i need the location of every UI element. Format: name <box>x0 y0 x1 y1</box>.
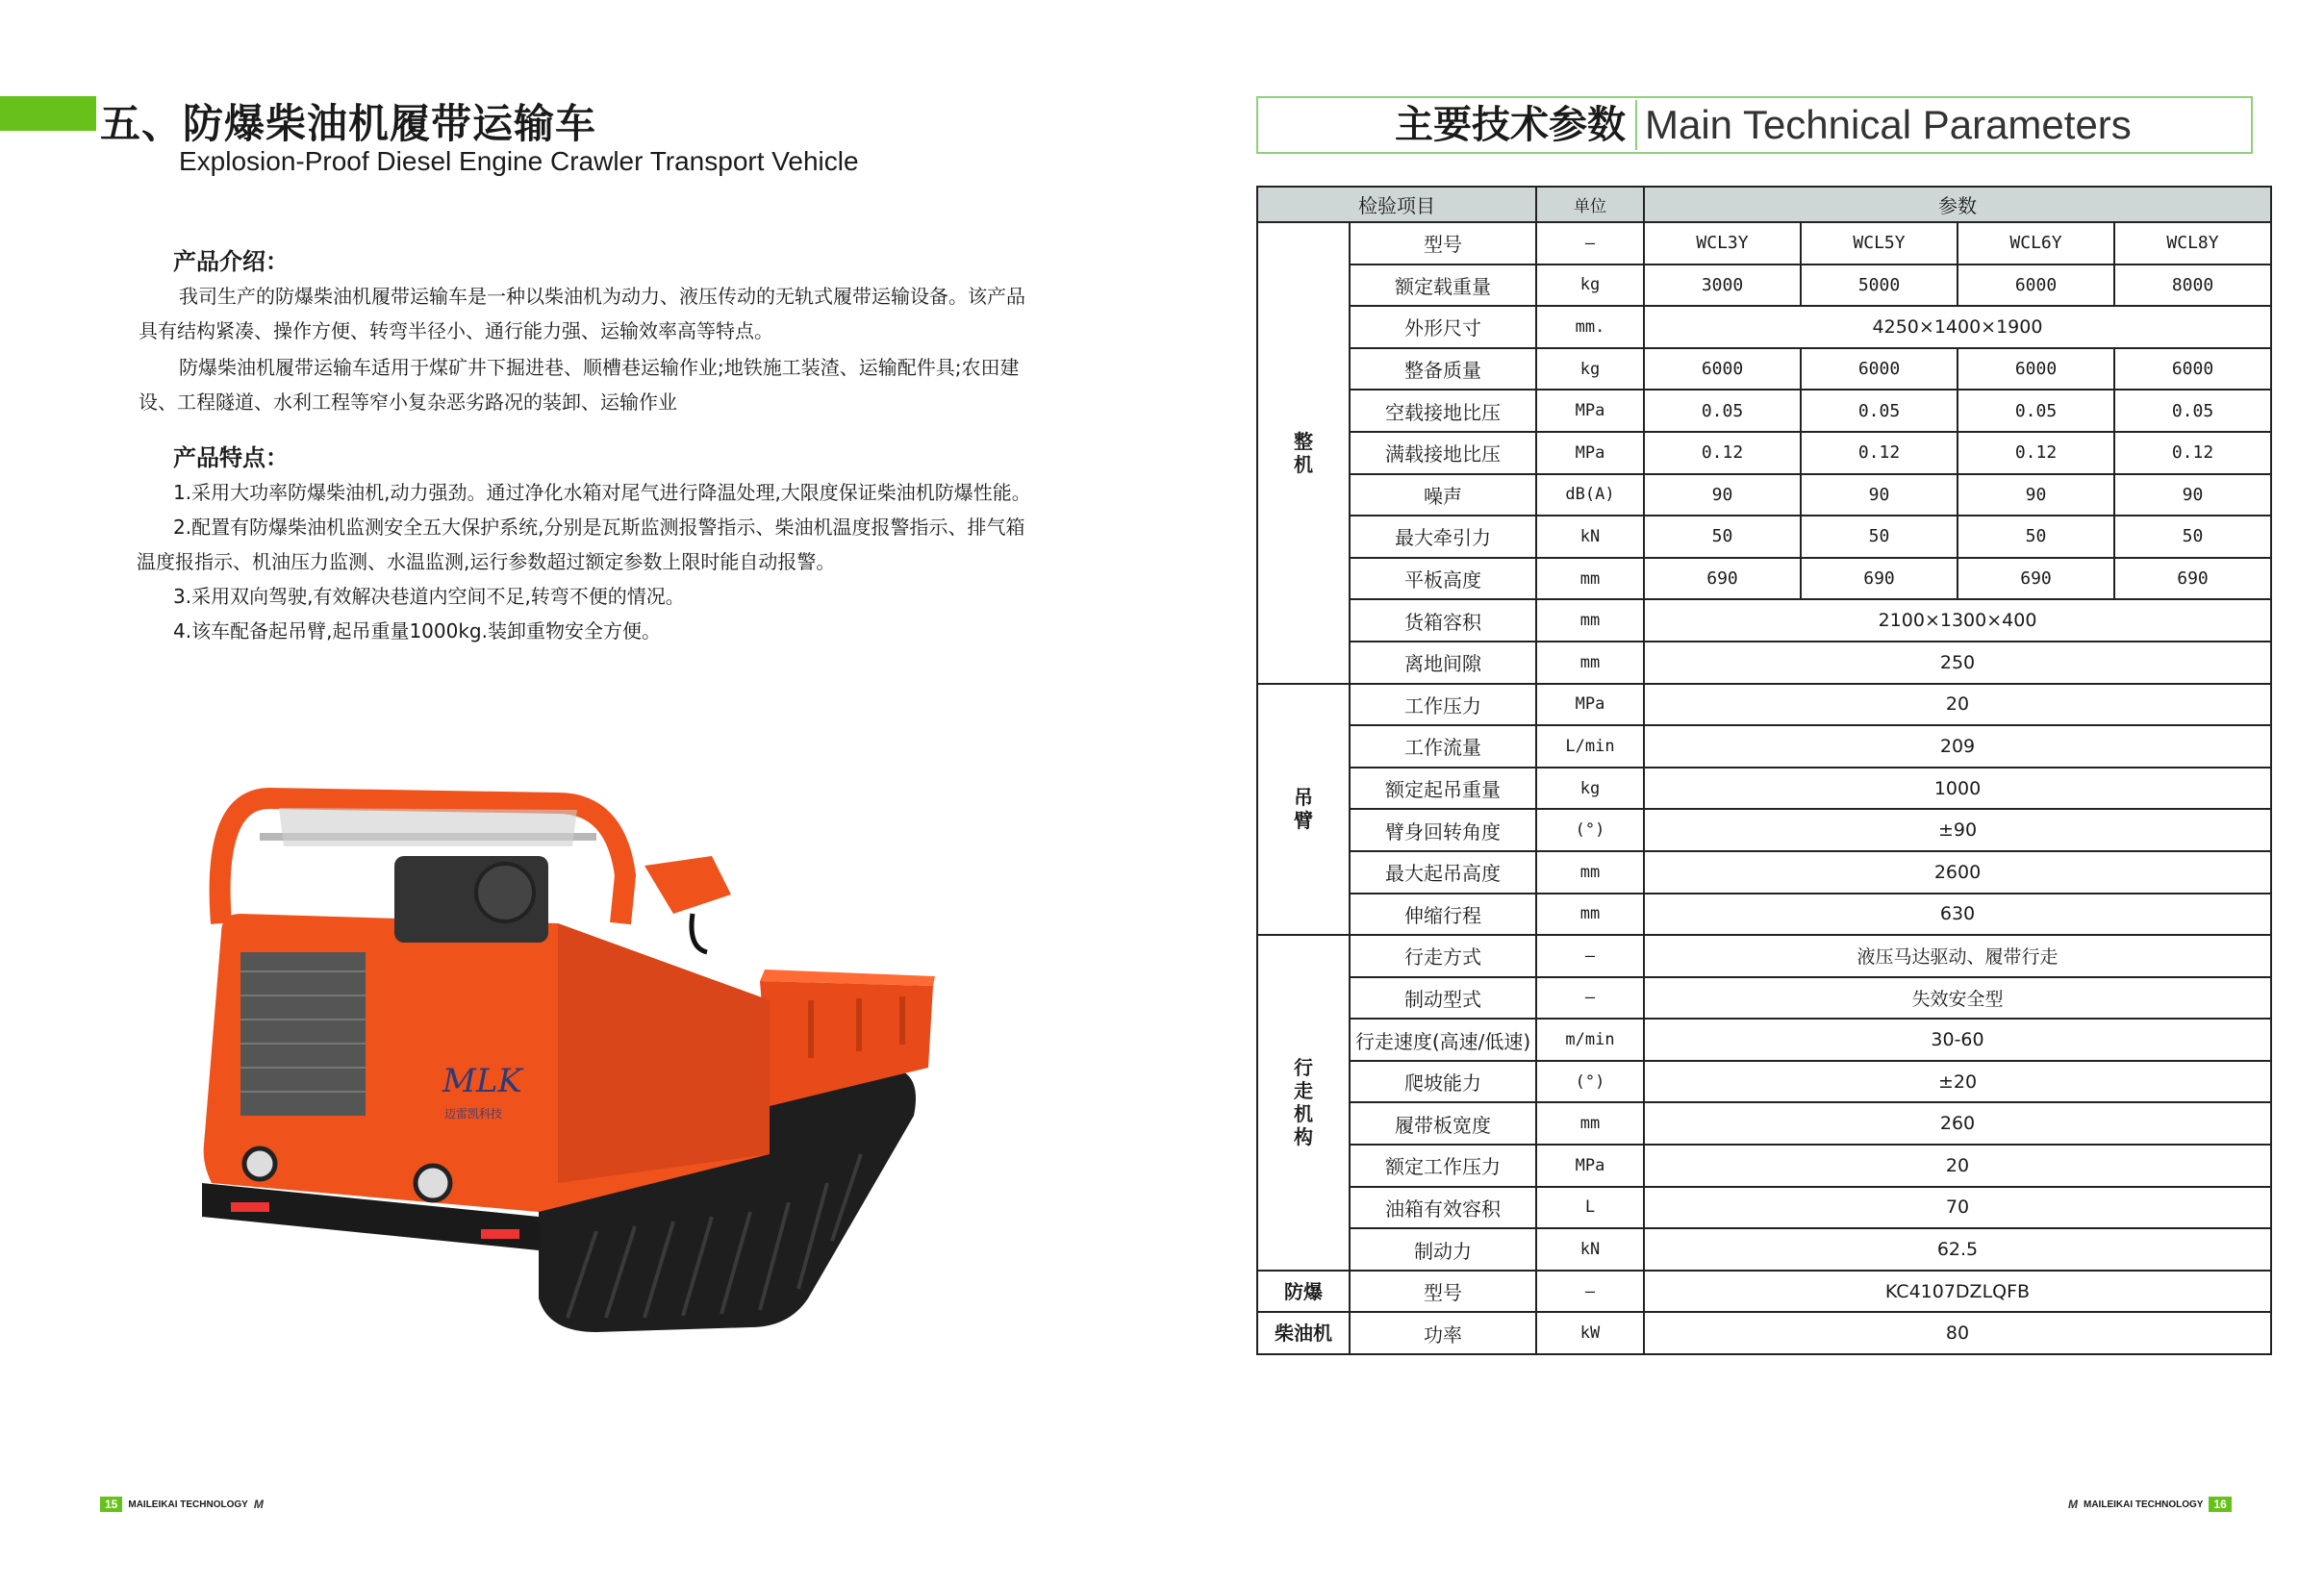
row-value: 5000 <box>1801 264 1958 307</box>
row-item: 伸缩行程 <box>1350 894 1536 936</box>
row-value: 6000 <box>1958 348 2114 390</box>
row-value: 80 <box>1644 1312 2271 1354</box>
row-item: 行走速度(高速/低速) <box>1350 1019 1536 1061</box>
row-value: 0.05 <box>1958 390 2114 432</box>
row-unit: MPa <box>1536 1145 1644 1187</box>
table-row <box>1257 516 2271 558</box>
table-row <box>1257 977 2271 1020</box>
table-row <box>1257 1312 2271 1354</box>
feature-item-4: 4.该车配备起吊臂,起吊重量1000kg.装卸重物安全方便。 <box>173 619 661 642</box>
row-value: WCL3Y <box>1644 222 1801 264</box>
row-item: 平板高度 <box>1350 558 1536 600</box>
row-unit: kW <box>1536 1312 1644 1354</box>
brand-logo-icon: M <box>2068 1498 2078 1511</box>
row-unit: kg <box>1536 348 1644 390</box>
table-row <box>1257 894 2271 936</box>
row-value: 0.12 <box>1644 432 1801 474</box>
row-unit: kN <box>1536 516 1644 558</box>
intro-paragraph-1-cont: 具有结构紧凑、操作方便、转弯半径小、通行能力强、运输效率高等特点。 <box>139 319 773 342</box>
table-header-row <box>1257 187 2271 222</box>
page-number: 16 <box>2209 1497 2231 1512</box>
row-unit: — <box>1536 1271 1644 1313</box>
group-label: 整机 <box>1257 222 1350 684</box>
row-unit: MPa <box>1536 390 1644 432</box>
row-unit: L/min <box>1536 725 1644 768</box>
row-value: 690 <box>2114 558 2271 600</box>
row-value: ±20 <box>1644 1061 2271 1103</box>
row-value: WCL8Y <box>2114 222 2271 264</box>
row-item: 满载接地比压 <box>1350 432 1536 474</box>
table-row <box>1257 1102 2271 1145</box>
row-value: 50 <box>1644 516 1801 558</box>
table-row <box>1257 599 2271 642</box>
row-unit: mm <box>1536 642 1644 684</box>
table-row <box>1257 1187 2271 1229</box>
row-value: 20 <box>1644 684 2271 726</box>
row-item: 制动力 <box>1350 1228 1536 1271</box>
row-value: 0.12 <box>1801 432 1958 474</box>
row-value: 0.12 <box>2114 432 2271 474</box>
row-unit: mm <box>1536 1102 1644 1145</box>
row-item: 型号 <box>1350 222 1536 264</box>
row-item: 最大牵引力 <box>1350 516 1536 558</box>
params-heading-divider <box>1635 100 1637 150</box>
row-item: 臂身回转角度 <box>1350 809 1536 851</box>
row-value: KC4107DZLQFB <box>1644 1271 2271 1313</box>
footer-right <box>2068 1497 2232 1512</box>
spec-table <box>1256 186 2272 1355</box>
row-value: 30-60 <box>1644 1019 2271 1061</box>
row-value: 62.5 <box>1644 1228 2271 1271</box>
row-unit: MPa <box>1536 432 1644 474</box>
row-value: 2100×1300×400 <box>1644 599 2271 642</box>
row-value: 90 <box>1644 474 1801 516</box>
row-value: WCL6Y <box>1958 222 2114 264</box>
table-row <box>1257 474 2271 516</box>
row-item: 外形尺寸 <box>1350 306 1536 348</box>
engine-group-label: 柴油机 <box>1257 1312 1350 1354</box>
table-row <box>1257 1019 2271 1061</box>
group-label: 行走机构 <box>1257 935 1350 1271</box>
row-value: 690 <box>1958 558 2114 600</box>
table-row <box>1257 809 2271 851</box>
vehicle-logo-mark: MLK <box>442 1062 522 1100</box>
row-item: 工作压力 <box>1350 684 1536 726</box>
row-unit: L <box>1536 1187 1644 1229</box>
header-params: 参数 <box>1644 187 2271 222</box>
table-row <box>1257 1145 2271 1187</box>
row-item: 空载接地比压 <box>1350 390 1536 432</box>
row-item: 油箱有效容积 <box>1350 1187 1536 1229</box>
page-subtitle: Explosion-Proof Diesel Engine Crawler Transport Vehicle <box>179 146 859 176</box>
row-value: 209 <box>1644 725 2271 768</box>
row-value: 260 <box>1644 1102 2271 1145</box>
row-unit: mm <box>1536 558 1644 600</box>
table-row <box>1257 935 2271 977</box>
row-unit: (°) <box>1536 809 1644 851</box>
row-value: 90 <box>1958 474 2114 516</box>
row-item: 离地间隙 <box>1350 642 1536 684</box>
row-value: 690 <box>1644 558 1801 600</box>
header-unit: 单位 <box>1536 187 1644 222</box>
row-value: 失效安全型 <box>1644 977 2271 1020</box>
row-unit: mm <box>1536 851 1644 894</box>
feature-item-1: 1.采用大功率防爆柴油机,动力强劲。通过净化水箱对尾气进行降温处理,大限度保证柴油机防爆性能。 <box>173 481 1031 504</box>
engine-group-label: 防爆 <box>1257 1271 1350 1313</box>
row-value: 50 <box>1801 516 1958 558</box>
row-value: 50 <box>1958 516 2114 558</box>
row-item: 履带板宽度 <box>1350 1102 1536 1145</box>
row-item: 功率 <box>1350 1312 1536 1354</box>
brand-logo-icon: M <box>253 1498 264 1511</box>
features-heading: 产品特点： <box>173 444 289 471</box>
table-row <box>1257 306 2271 348</box>
row-item: 最大起吊高度 <box>1350 851 1536 894</box>
table-row <box>1257 348 2271 390</box>
vehicle-logo-text: 迈雷凯科技 <box>444 1107 503 1121</box>
row-value: 6000 <box>1644 348 1801 390</box>
table-row <box>1257 1271 2271 1313</box>
footer-brand: MAILEIKAI TECHNOLOGY <box>2084 1499 2204 1510</box>
row-value: 6000 <box>1958 264 2114 307</box>
table-row <box>1257 432 2271 474</box>
row-item: 爬坡能力 <box>1350 1061 1536 1103</box>
params-heading-zh: 主要技术参数 <box>1395 103 1626 147</box>
table-row <box>1257 851 2271 894</box>
table-row <box>1257 264 2271 307</box>
row-value: 0.05 <box>1801 390 1958 432</box>
header-item: 检验项目 <box>1257 187 1536 222</box>
table-row <box>1257 642 2271 684</box>
row-value: 2600 <box>1644 851 2271 894</box>
row-unit: MPa <box>1536 684 1644 726</box>
row-item: 额定载重量 <box>1350 264 1536 307</box>
row-item: 行走方式 <box>1350 935 1536 977</box>
intro-paragraph-2-cont: 设、工程隧道、水利工程等窄小复杂恶劣路况的装卸、运输作业 <box>139 390 677 414</box>
row-unit: kg <box>1536 768 1644 810</box>
row-value: WCL5Y <box>1801 222 1958 264</box>
row-value: 0.05 <box>1644 390 1801 432</box>
page-number: 15 <box>100 1497 122 1512</box>
row-unit: — <box>1536 222 1644 264</box>
row-value: 1000 <box>1644 768 2271 810</box>
row-unit: mm. <box>1536 306 1644 348</box>
feature-item-2-cont: 温度报指示、机油压力监测、水温监测,运行参数超过额定参数上限时能自动报警。 <box>137 550 836 573</box>
row-value: 90 <box>1801 474 1958 516</box>
intro-paragraph-2: 防爆柴油机履带运输车适用于煤矿井下掘进巷、顺槽巷运输作业;地铁施工装渣、运输配件具;农田建 <box>179 356 1020 379</box>
row-unit: (°) <box>1536 1061 1644 1103</box>
row-unit: dB(A) <box>1536 474 1644 516</box>
row-value: 70 <box>1644 1187 2271 1229</box>
row-item: 型号 <box>1350 1271 1536 1313</box>
row-item: 工作流量 <box>1350 725 1536 768</box>
page-title: 五、防爆柴油机履带运输车 <box>100 100 597 147</box>
row-value: 6000 <box>2114 348 2271 390</box>
section-accent-bar <box>0 96 96 131</box>
row-value: 90 <box>2114 474 2271 516</box>
row-value: 630 <box>1644 894 2271 936</box>
row-value: 8000 <box>2114 264 2271 307</box>
feature-item-3: 3.采用双向驾驶,有效解决巷道内空间不足,转弯不便的情况。 <box>173 585 685 608</box>
table-row <box>1257 558 2271 600</box>
table-row <box>1257 390 2271 432</box>
params-heading-en: Main Technical Parameters <box>1645 102 2132 147</box>
row-item: 额定起吊重量 <box>1350 768 1536 810</box>
row-item: 整备质量 <box>1350 348 1536 390</box>
table-row <box>1257 684 2271 726</box>
intro-heading: 产品介绍： <box>173 248 289 275</box>
row-item: 噪声 <box>1350 474 1536 516</box>
row-value: ±90 <box>1644 809 2271 851</box>
intro-paragraph-1: 我司生产的防爆柴油机履带运输车是一种以柴油机为动力、液压传动的无轨式履带运输设备。该产品 <box>179 285 1025 308</box>
row-value: 3000 <box>1644 264 1801 307</box>
row-unit: mm <box>1536 894 1644 936</box>
row-value: 690 <box>1801 558 1958 600</box>
row-unit: kN <box>1536 1228 1644 1271</box>
table-row <box>1257 222 2271 264</box>
footer-brand: MAILEIKAI TECHNOLOGY <box>128 1499 248 1510</box>
row-unit: kg <box>1536 264 1644 307</box>
row-value: 250 <box>1644 642 2271 684</box>
row-value: 0.12 <box>1958 432 2114 474</box>
row-value: 液压马达驱动、履带行走 <box>1644 935 2271 977</box>
table-row <box>1257 1061 2271 1103</box>
table-row <box>1257 725 2271 768</box>
row-value: 6000 <box>1801 348 1958 390</box>
row-unit: mm <box>1536 599 1644 642</box>
row-unit: — <box>1536 935 1644 977</box>
group-label: 吊臂 <box>1257 684 1350 936</box>
footer-left <box>100 1497 264 1512</box>
row-unit: m/min <box>1536 1019 1644 1061</box>
feature-item-2: 2.配置有防爆柴油机监测安全五大保护系统,分别是瓦斯监测报警指示、柴油机温度报警指示、排气箱 <box>173 516 1025 539</box>
row-value: 4250×1400×1900 <box>1644 306 2271 348</box>
table-row <box>1257 1228 2271 1271</box>
crawler-vehicle-image <box>192 779 943 1337</box>
row-item: 额定工作压力 <box>1350 1145 1536 1187</box>
row-value: 0.05 <box>2114 390 2271 432</box>
row-value: 20 <box>1644 1145 2271 1187</box>
row-item: 制动型式 <box>1350 977 1536 1020</box>
row-item: 货箱容积 <box>1350 599 1536 642</box>
row-value: 50 <box>2114 516 2271 558</box>
row-unit: — <box>1536 977 1644 1020</box>
table-row <box>1257 768 2271 810</box>
